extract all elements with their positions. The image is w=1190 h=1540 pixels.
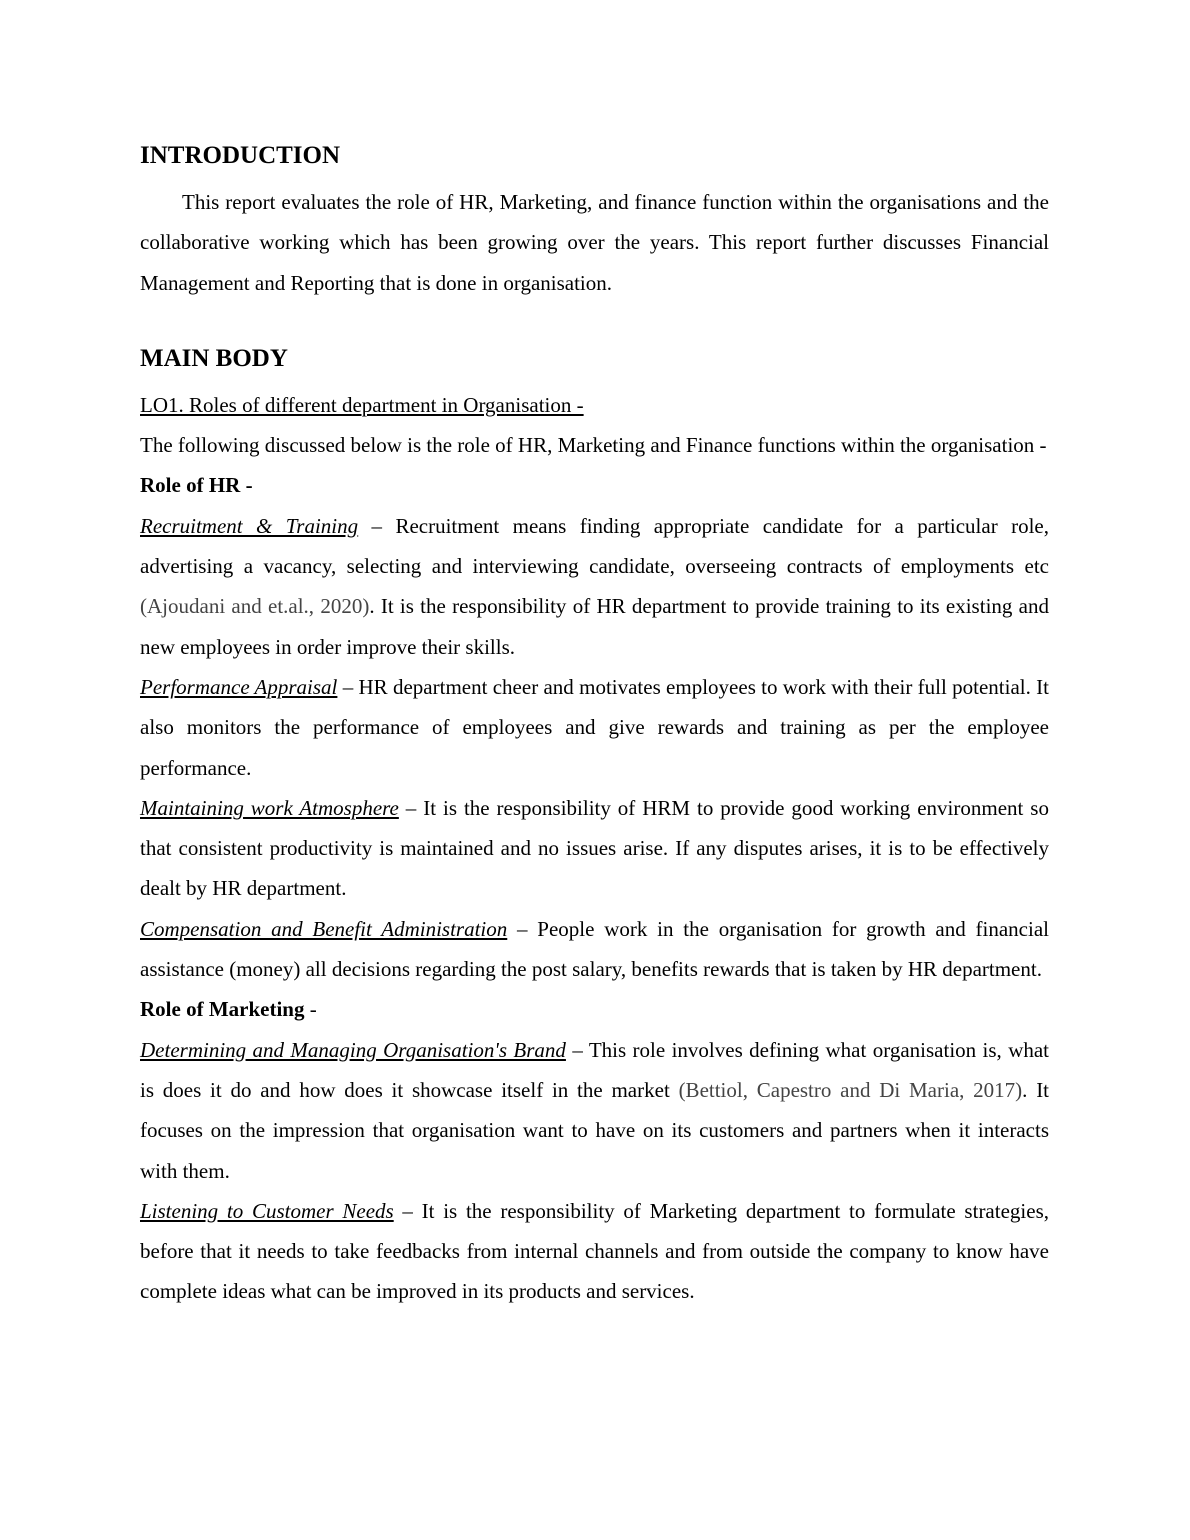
main-body-heading: MAIN BODY (140, 344, 288, 372)
hr-item-work-atmosphere (140, 788, 1049, 909)
hr-item-text: – People work in the organisation for growth and financial assistance (money) all decisions regarding the post salary, benefits rewards that is taken by HR department. (140, 916, 1049, 982)
marketing-item-term: Listening to Customer Needs (140, 1198, 394, 1223)
citation: (Bettiol, Capestro and Di Maria, 2017) (678, 1077, 1023, 1102)
hr-item-recruitment (140, 506, 1049, 667)
marketing-item-term: Determining and Managing Organisation's Brand (140, 1037, 566, 1062)
hr-item-text: – HR department cheer and motivates employees to work with their full potential. It also monitors the performance of employees and give rewards and training as per the employee performance. (140, 674, 1049, 780)
marketing-item-text: – This role involves defining what organisation is, what is does it do and how does it showcase itself in the market (140, 1037, 1050, 1102)
hr-item-performance-appraisal (140, 667, 1049, 788)
document-page (140, 138, 1049, 1312)
lo1-title (140, 385, 1049, 425)
hr-item-compensation (140, 909, 1049, 990)
hr-item-text: – Recruitment means finding appropriate candidate for a particular role, advertising a vacancy, selecting and interviewing candidate, overseeing contracts of employments etc (140, 513, 1050, 579)
marketing-item-text: . It focuses on the impression that organisation want to have on its customers and partners when it interacts with them. (140, 1077, 1050, 1183)
hr-item-term: Recruitment & Training (140, 513, 359, 538)
marketing-item-customer-needs (140, 1191, 1049, 1312)
hr-item-text: . It is the responsibility of HR department to provide training to its existing and new employees in order improve their skills. (140, 594, 1049, 659)
hr-item-term: Compensation and Benefit Administration (140, 916, 508, 941)
hr-item-text: – It is the responsibility of HRM to provide good working environment so that consistent productivity is maintained and no issues arise. If any disputes arises, it is to be effectively dealt by HR department. (140, 795, 1049, 901)
introduction-paragraph: This report evaluates the role of HR, Marketing, and finance function within the organisations and the collaborative working which has been growing over the years. This report further discusses Financial Management and Reporting that is done in organisation. (140, 190, 1049, 295)
introduction-heading: INTRODUCTION (140, 142, 341, 169)
hr-item-term: Maintaining work Atmosphere (140, 795, 399, 820)
role-of-marketing-heading-suffix: - (304, 997, 317, 1022)
marketing-item-brand (140, 1030, 1049, 1191)
lo1-intro-paragraph: The following discussed below is the role of HR, Marketing and Finance functions within the organisation - (140, 433, 1047, 458)
role-of-marketing-heading (140, 989, 1049, 1029)
marketing-item-text: – It is the responsibility of Marketing department to formulate strategies, before that it needs to take feedbacks from internal channels and from outside the company to know have complete ideas what can be improved in its products and services. (140, 1198, 1049, 1304)
role-of-hr-heading (140, 465, 1049, 505)
role-of-marketing-heading-text: Role of Marketing (140, 997, 305, 1022)
role-of-hr-heading-text: Role of HR - (140, 473, 253, 498)
lo1-title-text: LO1. Roles of different department in Organisation - (140, 392, 584, 417)
citation: (Ajoudani and et.al., 2020) (140, 594, 370, 619)
hr-item-term: Performance Appraisal (140, 674, 338, 699)
